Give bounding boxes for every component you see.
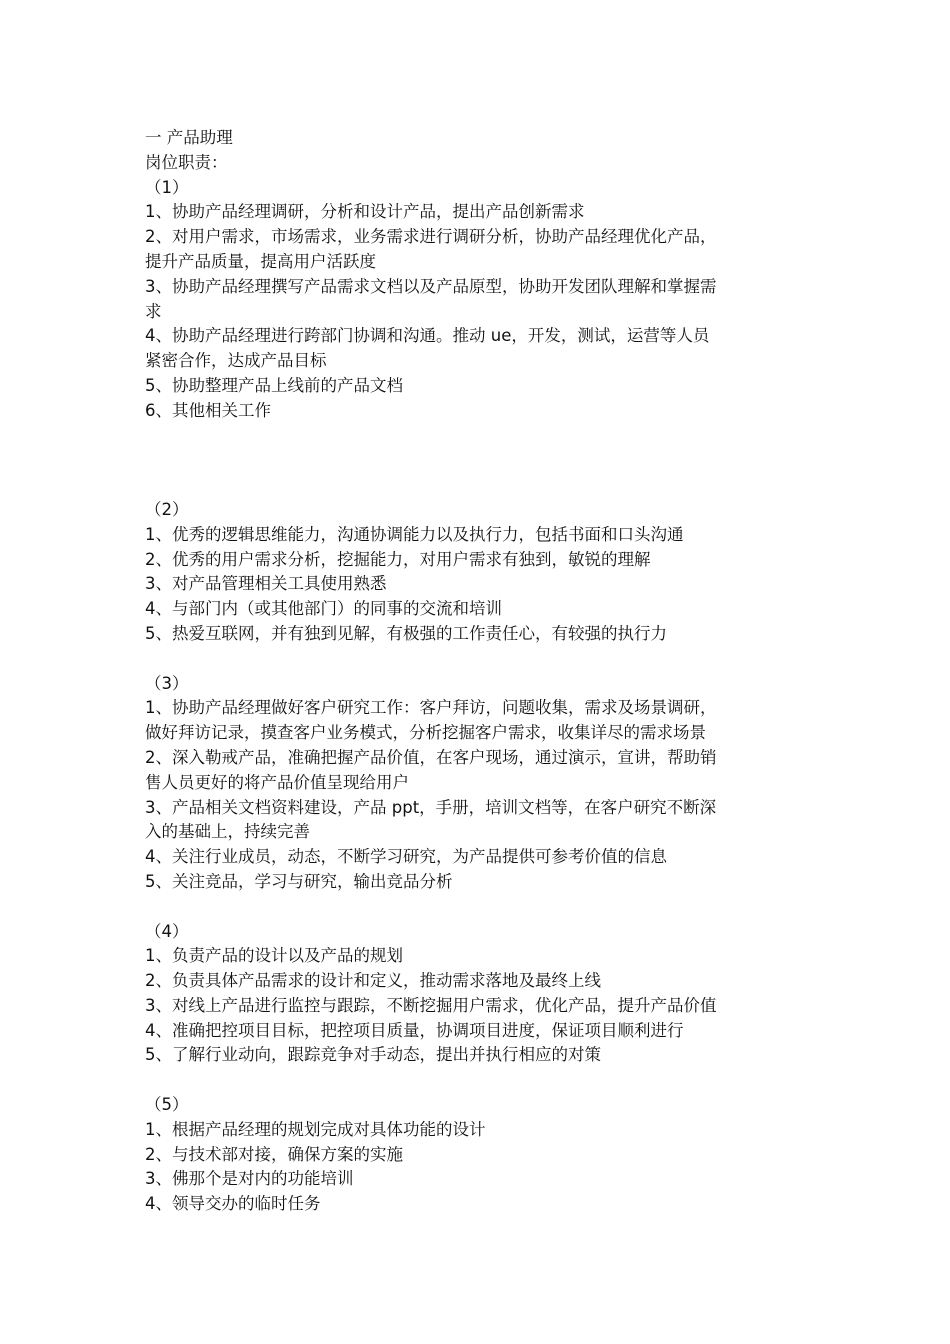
section-1	[145, 176, 810, 424]
section-line: 1、协助产品经理做好客户研究工作：客户拜访，问题收集，需求及场景调研，	[145, 698, 717, 718]
section-line: 4、与部门内（或其他部门）的同事的交流和培训	[145, 599, 502, 619]
section-line: 6、其他相关工作	[145, 400, 271, 420]
section-line: 3、佛那个是对内的功能培训	[145, 1169, 354, 1189]
section-line: 3、对线上产品进行监控与跟踪，不断挖掘用户需求，优化产品，提升产品价值	[145, 995, 717, 1015]
section-heading: （4）	[145, 921, 189, 941]
section-line: 5、热爱互联网，并有独到见解，有极强的工作责任心，有较强的执行力	[145, 623, 667, 643]
section-line: 4、准确把控项目目标，把控项目质量，协调项目进度，保证项目顺利进行	[145, 1020, 684, 1040]
section-line: 3、协助产品经理撰写产品需求文档以及产品原型，协助开发团队理解和掌握需	[145, 276, 717, 296]
section-line: 4、领导交办的临时任务	[145, 1194, 321, 1214]
blank-line	[145, 647, 810, 672]
section-line: 2、深入勒戒产品，准确把握产品价值，在客户现场，通过演示，宣讲，帮助销	[145, 747, 717, 767]
section-line: 2、与技术部对接，确保方案的实施	[145, 1144, 403, 1164]
blank-line	[145, 1068, 810, 1093]
section-3	[145, 672, 810, 895]
section-line: 5、协助整理产品上线前的产品文档	[145, 375, 403, 395]
section-line: 2、优秀的用户需求分析，挖掘能力，对用户需求有独到，敏锐的理解	[145, 549, 651, 569]
document-title: 一 产品助理	[145, 128, 233, 147]
section-line: 1、协助产品经理调研，分析和设计产品，提出产品创新需求	[145, 202, 585, 222]
section-line: 紧密合作，达成产品目标	[145, 351, 327, 371]
document-body	[145, 126, 810, 1217]
section-line: 1、负责产品的设计以及产品的规划	[145, 946, 403, 966]
section-line: 1、优秀的逻辑思维能力，沟通协调能力以及执行力，包括书面和口头沟通	[145, 524, 684, 544]
section-5	[145, 1093, 810, 1217]
blank-line	[145, 895, 810, 920]
section-line: 求	[145, 301, 162, 321]
section-2	[145, 498, 810, 647]
section-line: 提升产品质量，提高用户活跃度	[145, 251, 376, 271]
section-line: 2、对用户需求，市场需求，业务需求进行调研分析，协助产品经理优化产品，	[145, 227, 717, 247]
section-line: 3、对产品管理相关工具使用熟悉	[145, 574, 387, 594]
section-heading: （2）	[145, 499, 189, 519]
section-line: 4、协助产品经理进行跨部门协调和沟通。推动 ue，开发，测试，运营等人员	[145, 326, 710, 346]
blank-line	[145, 448, 810, 473]
document-subtitle: 岗位职责：	[145, 152, 228, 172]
section-heading: （3）	[145, 673, 189, 693]
section-line: 4、关注行业成员，动态，不断学习研究，为产品提供可参考价值的信息	[145, 847, 667, 867]
section-line: 5、了解行业动向，跟踪竞争对手动态，提出并执行相应的对策	[145, 1045, 601, 1065]
blank-line	[145, 424, 810, 449]
section-heading: （1）	[145, 177, 189, 197]
section-line: 做好拜访记录，摸查客户业务模式，分析挖掘客户需求，收集详尽的需求场景	[145, 723, 706, 743]
section-line: 3、产品相关文档资料建设，产品 ppt，手册，培训文档等，在客户研究不断深	[145, 797, 717, 817]
section-line: 入的基础上，持续完善	[145, 822, 310, 842]
section-line: 1、根据产品经理的规划完成对具体功能的设计	[145, 1119, 486, 1139]
blank-line	[145, 473, 810, 498]
section-line: 2、负责具体产品需求的设计和定义，推动需求落地及最终上线	[145, 971, 601, 991]
section-line: 售人员更好的将产品价值呈现给用户	[145, 772, 409, 792]
section-heading: （5）	[145, 1095, 189, 1115]
section-4	[145, 920, 810, 1069]
section-line: 5、关注竞品，学习与研究，输出竞品分析	[145, 871, 453, 891]
